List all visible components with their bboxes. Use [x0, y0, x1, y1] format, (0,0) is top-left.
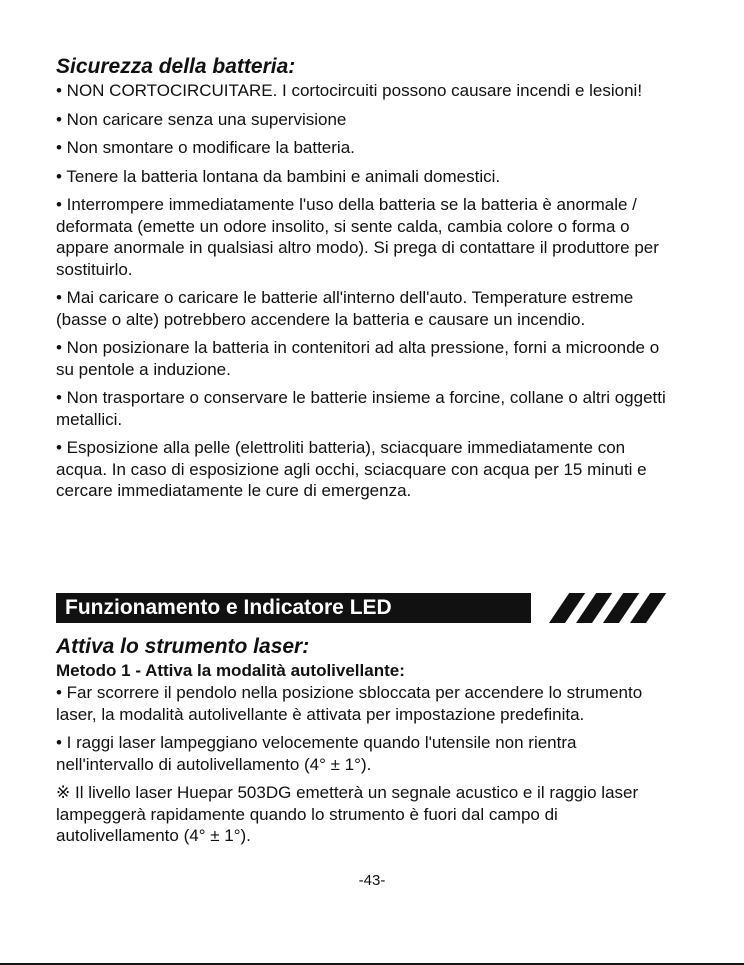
battery-paragraph-2: • Non caricare senza una supervisione [56, 109, 347, 129]
battery-paragraph-6: • Mai caricare o caricare le batterie all'interno dell'auto. Temperature estreme (basse o alte) potrebbero accendere la batteria e causare un incendio. [56, 288, 634, 329]
laser-note: ※ Il livello laser Huepar 503DG emetterà un segnale acustico e il raggio laser lampeggerà rapidamente quando lo strumento è fuori dal campo di autolivellamento (4° ± 1°). [56, 783, 639, 845]
section-banner [56, 593, 661, 623]
battery-paragraph-5: • Interrompere immediatamente l'uso della batteria se la batteria è anormale / deformata (emette un odore insolito, si sente calda, cambia colore o forma o appare anormale in qualsiasi altro modo). Si prega di contattare il produttore per sostituirlo. [56, 195, 659, 279]
method-title: Metodo 1 - Attiva la modalità autolivellante: [56, 661, 405, 680]
laser-paragraph-2: • I raggi laser lampeggiano velocemente quando l'utensile non rientra nell'intervallo di autolivellamento (4° ± 1°). [56, 733, 577, 774]
page-number: -43- [358, 872, 386, 889]
battery-paragraph-9: • Esposizione alla pelle (elettroliti batteria), sciacquare immediatamente con acqua. In caso di esposizione agli occhi, sciacquare con acqua per 15 minuti e cercare immediatamente le cure di emergenza. [56, 438, 647, 500]
battery-paragraph-1: • NON CORTOCIRCUITARE. I cortocircuiti possono causare incendi e lesioni! [56, 81, 643, 100]
battery-paragraph-3: • Non smontare o modificare la batteria. [56, 138, 355, 157]
battery-paragraph-8: • Non trasportare o conservare le batterie insieme a forcine, collane o altri oggetti metallici. [56, 388, 666, 429]
laser-activation-section [56, 634, 676, 847]
battery-paragraph-4: • Tenere la batteria lontana da bambini e animali domestici. [56, 166, 501, 186]
battery-paragraph-7: • Non posizionare la batteria in contenitori ad alta pressione, forni a microonde o su pentole a induzione. [56, 338, 660, 379]
battery-safety-heading: Sicurezza della batteria: [56, 55, 296, 78]
laser-subheading: Attiva lo strumento laser: [56, 635, 310, 658]
banner-title: Funzionamento e Indicatore LED [65, 596, 392, 619]
battery-safety-section [56, 54, 666, 509]
laser-paragraph-1: • Far scorrere il pendolo nella posizione sbloccata per accendere lo strumento laser, la modalità autolivellante è attivata per impostazione predefinita. [56, 683, 643, 724]
